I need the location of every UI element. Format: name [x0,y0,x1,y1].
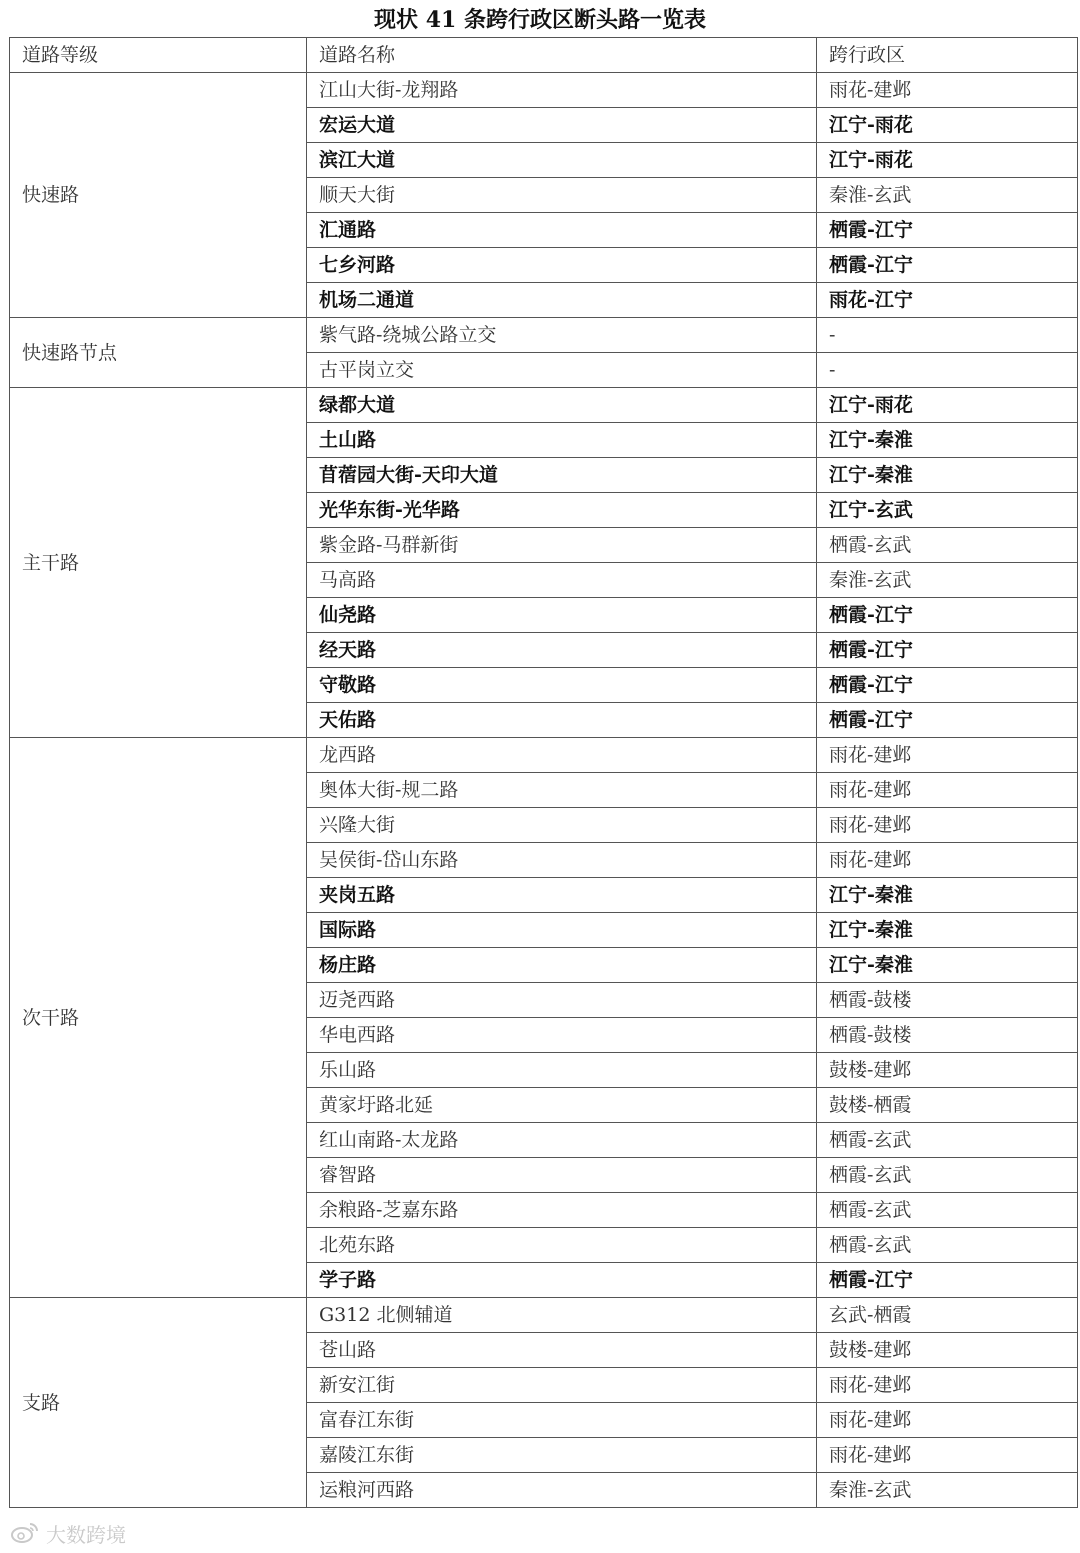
table-row [10,73,1078,108]
district-cell: 江宁-雨花 [817,108,1078,143]
road-level-cell: 快速路节点 [10,318,307,388]
district-cell: 秦淮-玄武 [817,1473,1078,1508]
road-name-cell: 嘉陵江东街 [307,1438,817,1473]
road-name-cell: 守敬路 [307,668,817,703]
road-name-cell: 古平岗立交 [307,353,817,388]
table-header-row [10,38,1078,73]
watermark-text: 大数跨境 [46,1522,126,1547]
district-cell: 栖霞-玄武 [817,1158,1078,1193]
road-name-cell: 七乡河路 [307,248,817,283]
district-cell: 雨花-建邺 [817,73,1078,108]
district-cell: 江宁-秦淮 [817,458,1078,493]
district-cell: 雨花-建邺 [817,1403,1078,1438]
road-name-cell: 汇通路 [307,213,817,248]
road-name-cell: 天佑路 [307,703,817,738]
road-name-cell: 兴隆大街 [307,808,817,843]
road-name-cell: 紫金路-马群新街 [307,528,817,563]
road-name-cell: 国际路 [307,913,817,948]
road-name-cell: 奥体大街-规二路 [307,773,817,808]
road-name-cell: 绿都大道 [307,388,817,423]
district-cell: 栖霞-玄武 [817,1123,1078,1158]
district-cell: 江宁-雨花 [817,388,1078,423]
district-cell: 栖霞-鼓楼 [817,1018,1078,1053]
watermark [10,1519,126,1547]
district-cell: 栖霞-江宁 [817,633,1078,668]
district-cell: 栖霞-鼓楼 [817,983,1078,1018]
district-cell: - [817,353,1078,388]
road-level-cell: 快速路 [10,73,307,318]
road-name-cell: 苜蓿园大街-天印大道 [307,458,817,493]
table-body [10,73,1078,1508]
district-cell: - [817,318,1078,353]
road-name-cell: 北苑东路 [307,1228,817,1263]
road-name-cell: 新安江街 [307,1368,817,1403]
district-cell: 江宁-秦淮 [817,948,1078,983]
district-cell: 栖霞-江宁 [817,248,1078,283]
road-name-cell: G312 北侧辅道 [307,1298,817,1333]
road-name-cell: 仙尧路 [307,598,817,633]
road-name-cell: 经天路 [307,633,817,668]
road-name-cell: 乐山路 [307,1053,817,1088]
road-name-cell: 光华东街-光华路 [307,493,817,528]
road-level-cell: 次干路 [10,738,307,1298]
district-cell: 鼓楼-建邺 [817,1053,1078,1088]
road-name-cell: 马高路 [307,563,817,598]
road-name-cell: 苍山路 [307,1333,817,1368]
road-name-cell: 运粮河西路 [307,1473,817,1508]
road-name-cell: 华电西路 [307,1018,817,1053]
district-cell: 雨花-建邺 [817,1368,1078,1403]
district-cell: 秦淮-玄武 [817,178,1078,213]
road-name-cell: 机场二通道 [307,283,817,318]
header-level: 道路等级 [10,38,307,73]
road-level-cell: 主干路 [10,388,307,738]
district-cell: 雨花-建邺 [817,1438,1078,1473]
road-name-cell: 滨江大道 [307,143,817,178]
road-name-cell: 夹岗五路 [307,878,817,913]
district-cell: 雨花-建邺 [817,773,1078,808]
road-name-cell: 宏运大道 [307,108,817,143]
road-name-cell: 杨庄路 [307,948,817,983]
road-name-cell: 富春江东街 [307,1403,817,1438]
road-name-cell: 睿智路 [307,1158,817,1193]
road-name-cell: 紫气路-绕城公路立交 [307,318,817,353]
district-cell: 雨花-江宁 [817,283,1078,318]
district-cell: 雨花-建邺 [817,808,1078,843]
road-name-cell: 红山南路-太龙路 [307,1123,817,1158]
page-title: 现状 41 条跨行政区断头路一览表 [374,7,706,33]
road-name-cell: 黄家圩路北延 [307,1088,817,1123]
district-cell: 江宁-玄武 [817,493,1078,528]
district-cell: 雨花-建邺 [817,843,1078,878]
table-row [10,738,1078,773]
district-cell: 栖霞-江宁 [817,703,1078,738]
road-name-cell: 龙西路 [307,738,817,773]
district-cell: 江宁-雨花 [817,143,1078,178]
district-cell: 雨花-建邺 [817,738,1078,773]
district-cell: 栖霞-江宁 [817,598,1078,633]
district-cell: 江宁-秦淮 [817,423,1078,458]
road-name-cell: 迈尧西路 [307,983,817,1018]
table-row [10,388,1078,423]
district-cell: 栖霞-江宁 [817,668,1078,703]
district-cell: 江宁-秦淮 [817,878,1078,913]
weibo-logo-icon [10,1521,40,1545]
road-name-cell: 学子路 [307,1263,817,1298]
district-cell: 栖霞-江宁 [817,213,1078,248]
district-cell: 栖霞-玄武 [817,1228,1078,1263]
district-cell: 栖霞-江宁 [817,1263,1078,1298]
district-cell: 鼓楼-栖霞 [817,1088,1078,1123]
district-cell: 鼓楼-建邺 [817,1333,1078,1368]
road-name-cell: 吴侯街-岱山东路 [307,843,817,878]
district-cell: 栖霞-玄武 [817,1193,1078,1228]
road-name-cell: 余粮路-芝嘉东路 [307,1193,817,1228]
table-row [10,318,1078,353]
district-cell: 栖霞-玄武 [817,528,1078,563]
district-cell: 玄武-栖霞 [817,1298,1078,1333]
road-name-cell: 顺天大街 [307,178,817,213]
roads-table [9,37,1078,1508]
road-name-cell: 土山路 [307,423,817,458]
road-name-cell: 江山大街-龙翔路 [307,73,817,108]
road-level-cell: 支路 [10,1298,307,1508]
district-cell: 江宁-秦淮 [817,913,1078,948]
header-district: 跨行政区 [817,38,1078,73]
district-cell: 秦淮-玄武 [817,563,1078,598]
header-name: 道路名称 [307,38,817,73]
table-row [10,1298,1078,1333]
